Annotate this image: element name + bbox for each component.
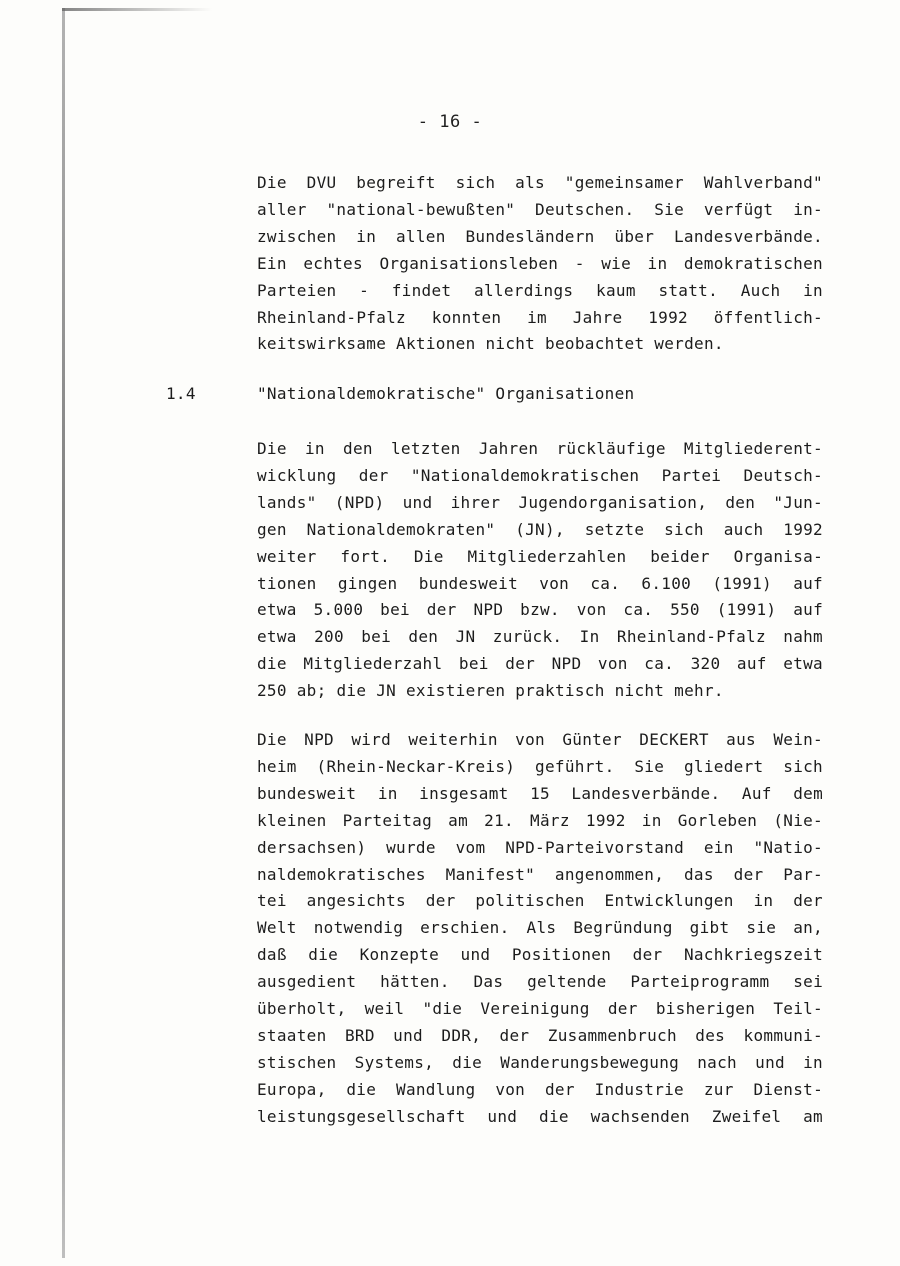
- text-line: Ein echtes Organisationsleben - wie in demokratischen: [257, 253, 823, 273]
- text-line: bundesweit in insgesamt 15 Landesverbände. Auf dem: [257, 783, 823, 803]
- text-line: stischen Systems, die Wanderungsbewegung nach und in: [257, 1052, 823, 1072]
- text-line: gen Nationaldemokraten" (JN), setzte sich auch 1992: [257, 519, 823, 539]
- text-line: 250 ab; die JN existieren praktisch nicht mehr.: [257, 681, 724, 701]
- text-line: Die NPD wird weiterhin von Günter DECKERT aus Wein-: [257, 730, 823, 749]
- text-line: die Mitgliederzahl bei der NPD von ca. 320 auf etwa: [257, 654, 823, 674]
- text-line: tionen gingen bundesweit von ca. 6.100 (1991) auf: [257, 573, 823, 593]
- text-line: Welt notwendig erschien. Als Begründung gibt sie an,: [257, 918, 823, 938]
- section-number: 1.4: [166, 384, 196, 403]
- text-line: naldemokratisches Manifest" angenommen, das der Par-: [257, 864, 823, 884]
- text-line: ausgedient hätten. Das geltende Parteiprogramm sei: [257, 972, 823, 992]
- text-line: daß die Konzepte und Positionen der Nachkriegszeit: [257, 945, 823, 965]
- text-line: Parteien - findet allerdings kaum statt. Auch in: [257, 280, 823, 300]
- section-heading: "Nationaldemokratische" Organisationen: [257, 384, 635, 403]
- text-line: lands" (NPD) und ihrer Jugendorganisation, den "Jun-: [257, 492, 823, 512]
- text-line: kleinen Parteitag am 21. März 1992 in Gorleben (Nie-: [257, 810, 823, 830]
- paragraph-npd-membership: [257, 436, 823, 705]
- text-line: dersachsen) wurde vom NPD-Parteivorstand ein "Natio-: [257, 837, 823, 857]
- text-line: Europa, die Wandlung von der Industrie zur Dienst-: [257, 1079, 823, 1099]
- scan-top-edge: [62, 8, 212, 11]
- text-line: Die DVU begreift sich als "gemeinsamer Wahlverband": [257, 173, 823, 192]
- text-line: leistungsgesellschaft und die wachsenden Zweifel am: [257, 1106, 823, 1126]
- text-line: staaten BRD und DDR, der Zusammenbruch des kommuni-: [257, 1025, 823, 1045]
- text-line: weiter fort. Die Mitgliederzahlen beider Organisa-: [257, 546, 823, 566]
- text-line: tei angesichts der politischen Entwicklungen in der: [257, 891, 823, 911]
- text-line: Rheinland-Pfalz konnten im Jahre 1992 öffentlich-: [257, 307, 823, 327]
- text-line: zwischen in allen Bundesländern über Landesverbände.: [257, 226, 823, 246]
- paragraph-npd-leadership: [257, 727, 823, 1131]
- page-number: - 16 -: [417, 112, 483, 132]
- text-line: etwa 5.000 bei der NPD bzw. von ca. 550 (1991) auf: [257, 600, 823, 620]
- text-line: wicklung der "Nationaldemokratischen Partei Deutsch-: [257, 465, 823, 485]
- text-line: überholt, weil "die Vereinigung der bisherigen Teil-: [257, 999, 823, 1019]
- text-line: heim (Rhein-Neckar-Kreis) geführt. Sie gliedert sich: [257, 756, 823, 776]
- paragraph-dvu: [257, 170, 823, 358]
- text-line: Die in den letzten Jahren rückläufige Mitgliederent-: [257, 439, 823, 458]
- text-line: etwa 200 bei den JN zurück. In Rheinland-Pfalz nahm: [257, 627, 823, 647]
- text-line: keitswirksame Aktionen nicht beobachtet werden.: [257, 334, 724, 354]
- scan-binding-edge: [62, 8, 65, 1258]
- text-line: aller "national-bewußten" Deutschen. Sie verfügt in-: [257, 199, 823, 219]
